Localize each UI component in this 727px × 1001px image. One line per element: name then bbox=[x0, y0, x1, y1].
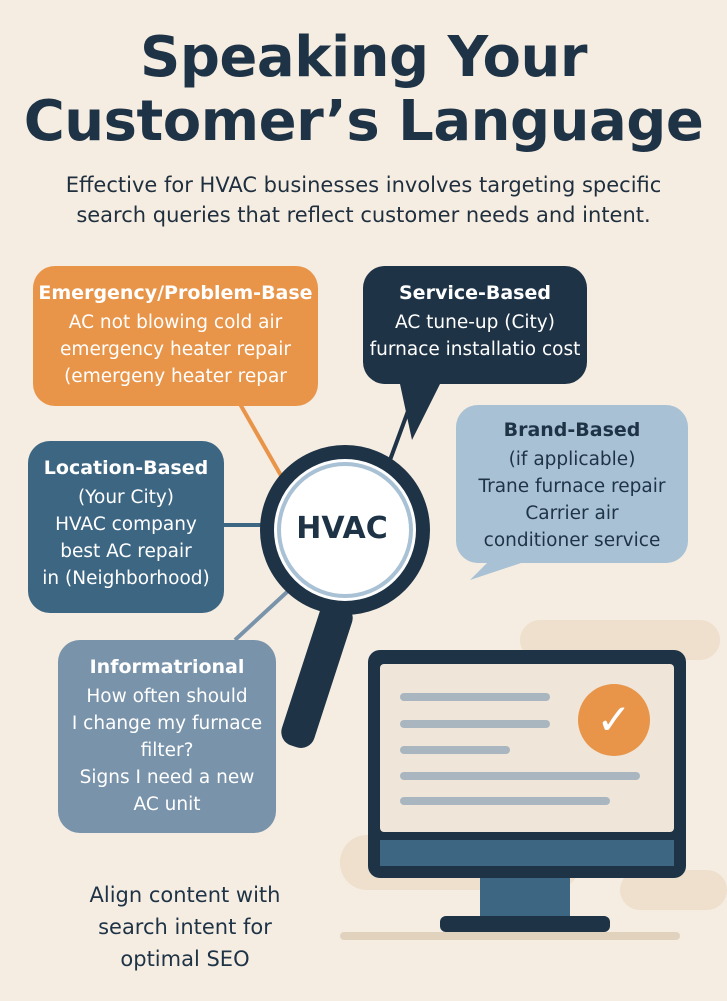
hvac-label: HVAC bbox=[296, 511, 388, 546]
service-heading: Service-Based bbox=[399, 282, 551, 304]
brand-heading: Brand-Based bbox=[503, 419, 641, 441]
service-bubble: Service-Based AC tune-up (City) furnace installatio cost bbox=[363, 266, 587, 384]
informational-heading: Informatrional bbox=[89, 656, 245, 678]
brand-bubble: Brand-Based (if applicable) Trane furnace repair Carrier air conditioner service bbox=[456, 405, 688, 563]
emergency-heading: Emergency/Problem-Base bbox=[38, 282, 313, 304]
page-title: Speaking Your Customer’s Language bbox=[23, 25, 704, 154]
informational-bubble: Informatrional How often should I change my furnace filter? Signs I need a new AC unit bbox=[58, 640, 276, 833]
checkmark-icon: ✓ bbox=[578, 684, 650, 756]
footer-caption: Align content with search intent for optimal SEO bbox=[89, 883, 281, 971]
emergency-bubble: Emergency/Problem-Base AC not blowing cold air emergency heater repair (emergeny heater repar bbox=[33, 266, 318, 406]
location-bubble: Location-Based (Your City) HVAC company best AC repair in (Neighborhood) bbox=[28, 441, 224, 613]
page-subtitle: Effective for HVAC businesses involves targeting specific search queries that reflect customer needs and intent. bbox=[65, 173, 662, 227]
magnifying-glass-icon bbox=[282, 493, 402, 565]
location-heading: Location-Based bbox=[43, 457, 209, 479]
